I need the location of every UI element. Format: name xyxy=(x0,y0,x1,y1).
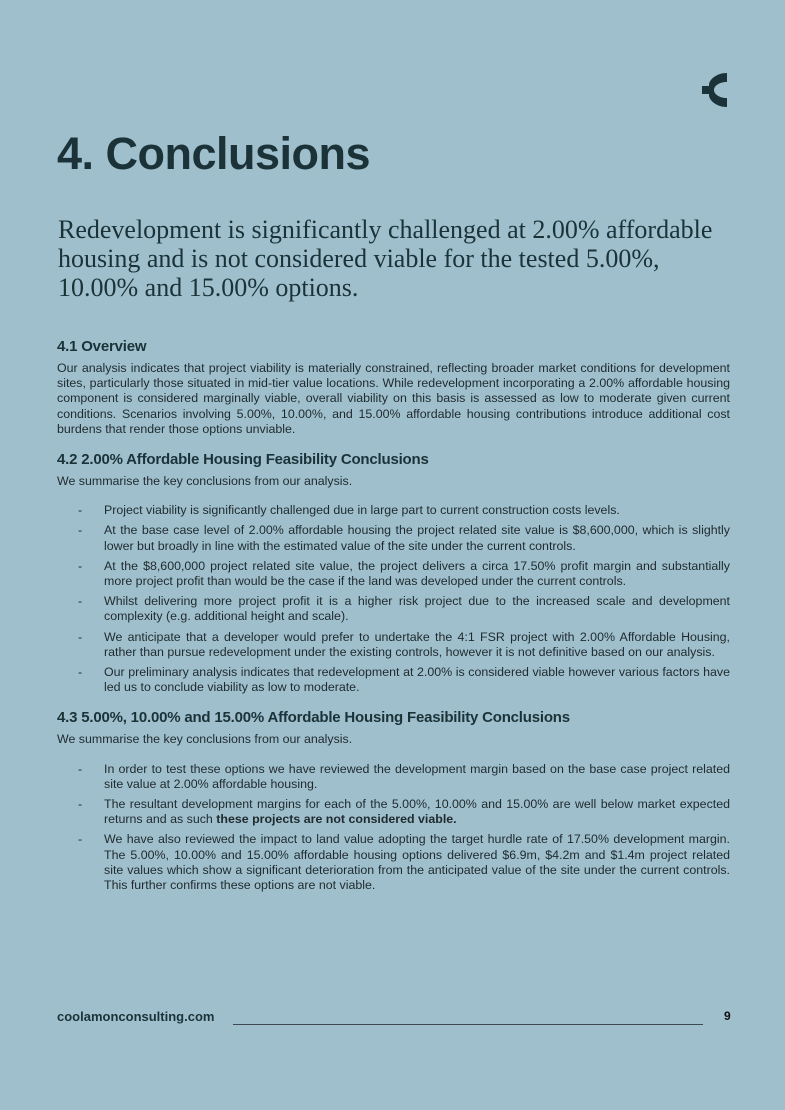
page-number: 9 xyxy=(724,1009,731,1023)
bullet-dash: - xyxy=(78,797,83,812)
list-item-text: We anticipate that a developer would prefer to undertake the 4:1 FSR project with 2.00% Affordable Housing, rather than pursue redevelopment under the existing controls, however it is not definitive based on our analysis. xyxy=(104,629,730,659)
bullet-list xyxy=(57,762,730,894)
bullet-dash: - xyxy=(78,629,83,644)
list-item xyxy=(78,761,730,792)
list-item-text: At the $8,600,000 project related site value, the project delivers a circa 17.50% profit margin and substantially more project profit than would be the case if the land was developed under the current controls. xyxy=(104,558,730,589)
list-item-text: We have also reviewed the impact to land value adopting the target hurdle rate of 17.50% development margin. The 5.00%, 10.00% and 15.00% affordable housing options delivered $6.9m, $4.2m and $1.4m project related site values which show a significant deterioration from the anticipated value of the site under the current controls. This further confirms these options are not viable. xyxy=(104,832,730,893)
list-item-text: Whilst delivering more project profit it is a higher risk project due to the increased scale and development complexity (e.g. additional height and scale). xyxy=(104,594,730,624)
bullet-dash: - xyxy=(78,503,83,518)
bullet-dash: - xyxy=(78,558,83,573)
list-item xyxy=(78,523,730,553)
list-item xyxy=(78,629,730,660)
section-heading: 4.2 2.00% Affordable Housing Feasibility Conclusions xyxy=(57,451,429,469)
footer-divider xyxy=(233,1024,703,1025)
section-intro: We summarise the key conclusions from our analysis. xyxy=(57,732,353,747)
page-title: 4. Conclusions xyxy=(57,128,371,179)
bullet-dash: - xyxy=(78,761,83,776)
coolamon-logo-icon xyxy=(702,73,728,107)
list-item xyxy=(78,558,730,589)
bullet-dash: - xyxy=(78,832,83,847)
document-body xyxy=(57,338,730,907)
bullet-dash: - xyxy=(78,665,83,680)
list-item-text: The resultant development margins for each of the 5.00%, 10.00% and 15.00% are well below market expected returns and as such xyxy=(104,797,730,827)
section-overview xyxy=(57,338,730,437)
footer-website-link[interactable]: coolamonconsulting.com xyxy=(57,1009,215,1024)
bullet-dash: - xyxy=(78,523,83,538)
section-paragraph: Our analysis indicates that project viability is materially constrained, reflecting broader market conditions for development sites, particularly those situated in mid-tier value locations. While redevelopment incorporating a 2.00% affordable housing component is considered marginally viable, overall viability on this basis is assessed as low to moderate given current conditions. Scenarios involving 5.00%, 10.00%, and 15.00% affordable housing contributions introduce additional cost burdens that render those options unviable. xyxy=(57,361,730,436)
list-item xyxy=(78,665,730,695)
bullet-list xyxy=(57,503,730,695)
emphasis-text: these projects are not considered viable. xyxy=(216,812,457,827)
bullet-dash: - xyxy=(78,594,83,609)
list-item-text: In order to test these options we have reviewed the development margin based on the base case project related site value at 2.00% affordable housing. xyxy=(104,761,730,791)
section-heading: 4.3 5.00%, 10.00% and 15.00% Affordable Housing Feasibility Conclusions xyxy=(57,709,570,727)
list-item xyxy=(78,594,730,624)
list-item-text: Our preliminary analysis indicates that redevelopment at 2.00% is considered viable however various factors have led us to conclude viability as low to moderate. xyxy=(104,665,730,695)
list-item xyxy=(78,797,730,827)
list-item-text: Project viability is significantly challenged due in large part to current construction costs levels. xyxy=(104,503,620,518)
section-intro: We summarise the key conclusions from our analysis. xyxy=(57,474,353,489)
section-heading: 4.1 Overview xyxy=(57,338,147,355)
lead-statement: Redevelopment is significantly challenged at 2.00% affordable housing and is not considered viable for the tested 5.00%, 10.00% and 15.00% options. xyxy=(58,215,713,302)
list-item xyxy=(78,503,730,518)
list-item xyxy=(78,832,730,893)
list-item-text: At the base case level of 2.00% affordable housing the project related site value is $8,600,000, which is slightly lower but broadly in line with the estimated value of the site under the current controls. xyxy=(104,523,730,553)
section-2pct-conclusions xyxy=(57,451,730,695)
section-5-10-15pct-conclusions xyxy=(57,709,730,893)
